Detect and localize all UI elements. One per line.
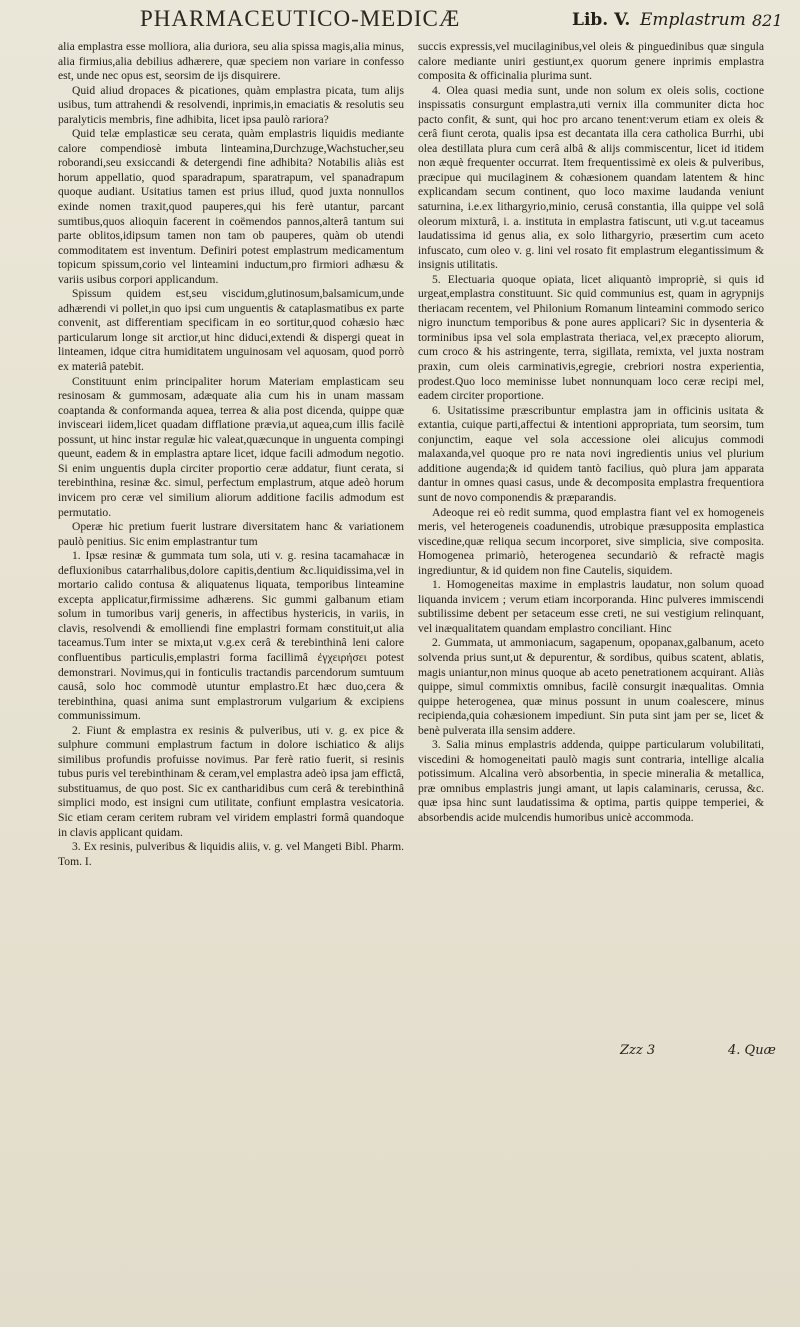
running-header: [0, 4, 800, 38]
right-column: [418, 40, 764, 826]
page-number: 821: [752, 11, 783, 30]
catchword: 4. Quæ: [728, 1043, 776, 1058]
right-paragraph: 2. Gummata, ut ammoniacum, sagapenum, opopanax,galbanum, aceto solvenda prius sunt,ut & depurentur, & sordibus, quibus scatent, ablatis, magis uniantur,non minus quoque ab aceto penetrationem acquirant. Aliàs quippe, simul commixtis omnibus, facilè consurgit inæqualitas. Omnia quippe heterogenea, quæ minus possunt in unum coalescere, minus recipienda,quia cohæsionem impediunt. Sin puta sint jam per se, licet & benè pulverata illa sensim addere.: [418, 636, 764, 737]
right-paragraph: Adeoque rei eò redit summa, quod emplastra fiant vel ex homogeneis meris, vel heterogeneis coadunendis, utrobique præsupposita emplastica viscedine,quæ reliqua secum incorporet, sive simplicia, sive composita. Homogenea primariò, heterogenea secundariò & refractè magis ingrediuntur, & id quidem non fine Cautelis, siquidem.: [418, 505, 764, 577]
running-title: PHARMACEUTICO-MEDICÆ: [140, 6, 461, 31]
left-paragraph: 1. Ipsæ resinæ & gummata tum sola, uti v. g. resina tacamahacæ in defluxionibus catarrhalibus,dolore capitis,dentium &c.liquidissima,vel in mortario calido contusa & aliquatenus liquata, temporibus linteamine excepta applicatur,firmissime adhærens. Sic gummi galbanum etiam solum in tumoribus varij generis, in affectibus hystericis, in variis, in clavis, resolvendi & emolliendi fine emplastri formam constituit,ut alia taceamus.Tum inter se mixta,ut v.g.ex cerâ & terebinthinâ leni calore confluentibus particulis,emplastri forma facillimâ ἐγχειρήσει potest demonstrari. Novimus,qui in fonticulis tractandis parcendorum sumtuum causâ, solo hoc commodè utuntur emplastro.Et hæc duo,cera & terebinthina, quasi anima sunt emplastrorum vulgarium & excipiens communissimum.: [58, 549, 404, 723]
left-paragraph: Operæ hic pretium fuerit lustrare diversitatem hanc & variationem paulò penitius. Sic enim emplastrantur tum: [58, 520, 404, 548]
right-paragraph: succis expressis,vel mucilaginibus,vel oleis & pinguedinibus quæ singula calore mediante uniri gestiunt,ex quorum genere inprimis emplastra composita & officinalia plurima sunt.: [418, 40, 764, 83]
left-paragraph: alia emplastra esse molliora, alia duriora, seu alia spissa magis,alia minus, alia firmius,alia debilius adhærere, quæ speciem non variare in confesso est, unde nec opus est, seorsim de ijs disquirere.: [58, 40, 404, 83]
left-paragraph: Quid telæ emplasticæ seu cerata, quàm emplastris liquidis mediante calore compendiosè imbuta linteamina,Durchzuge,Wachstucher,seu roborandi,seu exsiccandi & detergendi fine adhibita? Notabilis aliàs est horum appellatio, quod sparadrapum, sparatrapum, vel spanadrapum quoque audiant. Usitatius tamen est prius illud, quod juxta nonnullos exinde nomen traxit,quod pauperes,qui his ferè utantur, parcant sumtibus,quos alioquin facerent in coëmendos pannos,alterâ tantum sui parte oblitos,idipsum tamen non tam ob pauperes, quàm ob utendi commoditatem est inventum. Definiri potest emplastrum medicamentum topicum spissum,corio vel linteamini inductum,pro firmiori adhæsu & variis usibus corpori applicandum.: [58, 127, 404, 286]
left-paragraph: Constituunt enim principaliter horum Materiam emplasticam seu resinosam & gummosam, adæquate alia cum his in unam massam coaptanda & conformanda aquea, terrea & alia post dicenda, quippe quæ invisceari iidem,licet quadam difflatione prævia,ut aquea,cum illis facilè possunt, ut hinc instar regulæ hic valeat,quæcunque in unguenta compingi queunt, eadem & in emplastra aptare licet, idque facili admodum negotio. Si enim unguentis dupla circiter proportio ceræ addatur, fiunt cerata, si terebinthina, resinæ &c. simul, perfectum emplastrum, atque adeò horum invicem pro ceræ vel similium aliorum additione facilis admodum est permutatio.: [58, 374, 404, 519]
left-paragraph: Quid aliud dropaces & picationes, quàm emplastra picata, tum alijs usibus, tum attrahendi & resolvendi, inprimis,in emaciatis & resolutis seu paralyticis membris, fine adhibita, licet ipsa paulò rariora?: [58, 83, 404, 126]
printer-signature: Zzz 3: [620, 1043, 656, 1058]
left-column: [58, 40, 404, 869]
left-paragraph: 2. Fiunt & emplastra ex resinis & pulveribus, uti v. g. ex pice & sulphure communi emplastrum factum in dolore ischiatico & alijs similibus profundis profuisse novimus. Par ferè ratio fuerit, si resinis tubus puris vel terebinthinam & ceram,vel emplastra adeò ipsa jam effictâ, substituamus, de quo post. Sic ex cantharidibus cum cerâ & terebinthinâ simplici modo, est insigni cum utilitate, confiunt emplastra vesicatoria. Sic etiam ceram ceritem rubram vel viridem emplastri formâ quandoque in clavis applicant quidam.: [58, 723, 404, 839]
left-paragraph: Spissum quidem est,seu viscidum,glutinosum,balsamicum,unde adhærendi vi pollet,in quo ipsi cum unguentis & cataplasmatibus ex parte convenit, ast differentiam specificam in eo sortitur,quod cohæsio hæc particularum longe sit arctior,ut hinc diduci,extendi & dispergi queat in linteamen, idque citra humiditatem unguinosam vel aquosam, quod porrò ex materiâ patebit.: [58, 287, 404, 374]
right-paragraph: 3. Salia minus emplastris addenda, quippe particularum volubilitati, viscedini & homogeneitati paulò magis sunt contraria, intellige alcalia potissimum. Alcalina verò absorbentia, in specie mineralia & metallica, præ omnibus emplastris jungi amant, ut lapis calaminaris, cerussa, &c. quæ ipsa hinc sunt laudatissima & optima, partis quippe temperiei, & absorbendis acide mulcendis humoribus unicè accommoda.: [418, 738, 764, 824]
section-title: Emplastrum: [640, 10, 746, 30]
right-paragraph: 5. Electuaria quoque opiata, licet aliquantò impropriè, si quis id urgeat,emplastra constituunt. Sic quid communius est, quam in agrypnijs theriacam recentem, vel Philonium Romanum linteamini commodo serico nigro inunctum temporibus & pone aures applicari? Sic in dysenteria & torminibus ipsa vel sola emplastrata theriaca, vel,ex præcepto aliorum, cum croco & his astringente, terra, sigillata, remixta, vel juxta nostram praxin, cum oleis carminativis,egregie, crebriori nostra experientia, prodest.Quo loco meminisse lubet nonnunquam loco ceræ recipi mel, eadem circiter proportione.: [418, 272, 764, 403]
book-number: Lib. V.: [572, 10, 631, 30]
right-paragraph: 4. Olea quasi media sunt, unde non solum ex oleis solis, coctione inspissatis consurgunt emplastra,uti vernix illa communiter dicta hoc pacto confit, & sunt, qui hoc pro arcano tenent:verum etiam ex oleis & cerâ fiunt cerota, qualis ipsa est decantata illa cera catholica Burrhi, ubi olea destillata plura cum cerâ albâ & alijs commiscentur, licet id itidem non æquè frequenter occurrat. Item frequentissimè ex oleis & pulveribus, præcipue qui mucilaginem & cohæsionem quandam latentem & hinc explicandam secum continent, quo loco maxime laudanda veniunt saturnina, i.e.ex lithargyrio,minio, cerusâ constantia, illa quippe vel solâ oleorum mixturâ, i. a. instituta in emplastra fatiscunt, uti v.g.ut taceamus laudatissima id genus alia, ex solo lithargyrio, præsertim cum aceto infuscato, cum oleo v. g. lini vel rosato fit emplastrum elegantissimum & insignis utilitatis.: [418, 83, 764, 272]
left-paragraph: 3. Ex resinis, pulveribus & liquidis aliis, v. g. vel Mangeti Bibl. Pharm. Tom. I.: [58, 840, 404, 868]
right-paragraph: 6. Usitatissime præscribuntur emplastra jam in officinis usitata & extantia, cuique parti,affectui & intentioni appropriata, tum seorsim, tum conjunctim, eaque vel sola accessione olei alicujus commodi malaxanda,vel quoque pro re nata novi ingredientis unius vel plurium additione augenda;& id quidem tantò facilius, quò plura jam apparata dantur in omnes quasi casus, unde & decomposita emplastra frequentiora sunt de novo componendis & præparandis.: [418, 403, 764, 504]
right-paragraph: 1. Homogeneitas maxime in emplastris laudatur, non solum quoad liquanda invicem ; verum etiam incorporanda. Hinc pulveres immiscendi subtilissime debent per setaceum esse creti, ne sui vestigium relinquant, vel inæqualitatem quandam emplastro conciliant. Hinc: [418, 578, 764, 635]
